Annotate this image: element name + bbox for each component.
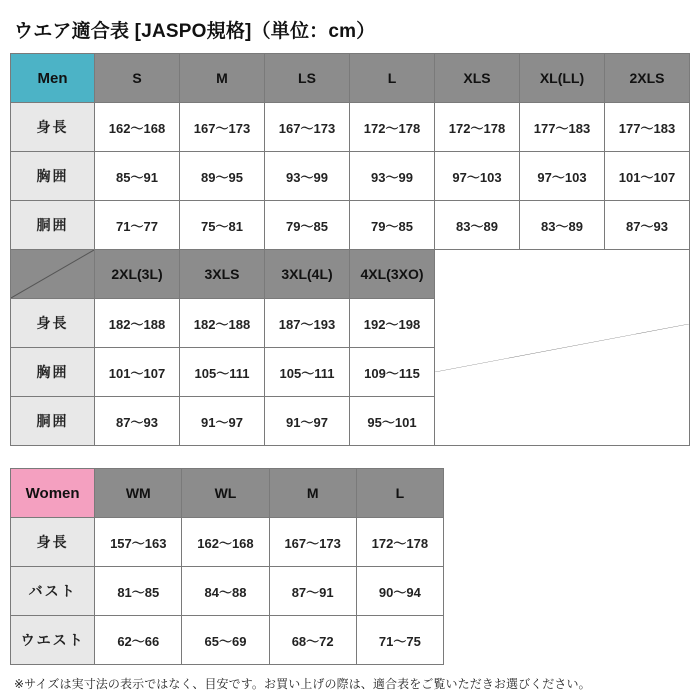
cell-chest-ls: 93〜99 (265, 152, 350, 201)
women-size-m: M (269, 469, 356, 518)
cell-height-3xls: 182〜188 (180, 299, 265, 348)
footnote: ※サイズは実寸法の表示ではなく、目安です。お買い上げの際は、適合表をご覧いただきお選びください。 (14, 677, 591, 691)
cell-waist-women-wm: 62〜66 (95, 616, 182, 665)
cell-chest-xls: 97〜103 (435, 152, 520, 201)
cell-height-s: 162〜168 (95, 103, 180, 152)
cell-waist-2xls: 87〜93 (605, 201, 690, 250)
women-size-wm: WM (95, 469, 182, 518)
row-label-women-height: 身長 (11, 518, 95, 567)
men-size-2xl3l: 2XL(3L) (95, 250, 180, 299)
cell-height-3xl4l: 187〜193 (265, 299, 350, 348)
table-row (11, 201, 690, 250)
men-size-xls: XLS (435, 54, 520, 103)
row-label-bust: バスト (11, 567, 95, 616)
table-row (11, 616, 444, 665)
cell-height-ls: 167〜173 (265, 103, 350, 152)
cell-bust-m: 87〜91 (269, 567, 356, 616)
cell-height-m: 167〜173 (180, 103, 265, 152)
table-row (11, 103, 690, 152)
cell-chest-3xls: 105〜111 (180, 348, 265, 397)
cell-women-height-wl: 162〜168 (182, 518, 269, 567)
men-header-row (11, 54, 690, 103)
women-size-table (10, 468, 444, 665)
cell-height-2xls: 177〜183 (605, 103, 690, 152)
cell-women-height-l: 172〜178 (356, 518, 443, 567)
men-size-xl: XL(LL) (520, 54, 605, 103)
table-row (11, 152, 690, 201)
row-label-waist: 胴囲 (11, 201, 95, 250)
cell-height-xl: 177〜183 (520, 103, 605, 152)
men-size-s: S (95, 54, 180, 103)
row-label-waist-women: ウエスト (11, 616, 95, 665)
women-label: Women (11, 469, 95, 518)
cell-waist-3xl4l: 91〜97 (265, 397, 350, 446)
cell-women-height-m: 167〜173 (269, 518, 356, 567)
men-size-2xls: 2XLS (605, 54, 690, 103)
women-size-wl: WL (182, 469, 269, 518)
cell-waist-s: 71〜77 (95, 201, 180, 250)
men-size-ls: LS (265, 54, 350, 103)
cell-chest-2xl3l: 101〜107 (95, 348, 180, 397)
diagonal-empty-area (435, 250, 690, 446)
cell-waist-4xl3xo: 95〜101 (350, 397, 435, 446)
cell-bust-wl: 84〜88 (182, 567, 269, 616)
cell-chest-3xl4l: 105〜111 (265, 348, 350, 397)
men-size-4xl3xo: 4XL(3XO) (350, 250, 435, 299)
cell-waist-women-m: 68〜72 (269, 616, 356, 665)
cell-waist-ls: 79〜85 (265, 201, 350, 250)
cell-waist-xl: 83〜89 (520, 201, 605, 250)
cell-bust-wm: 81〜85 (95, 567, 182, 616)
cell-height-2xl3l: 182〜188 (95, 299, 180, 348)
table-row (11, 518, 444, 567)
cell-waist-l: 79〜85 (350, 201, 435, 250)
row-label-height: 身長 (11, 103, 95, 152)
cell-waist-3xls: 91〜97 (180, 397, 265, 446)
cell-chest-m: 89〜95 (180, 152, 265, 201)
cell-bust-l: 90〜94 (356, 567, 443, 616)
cell-waist-xls: 83〜89 (435, 201, 520, 250)
cell-waist-women-l: 71〜75 (356, 616, 443, 665)
men-size-m: M (180, 54, 265, 103)
cell-chest-s: 85〜91 (95, 152, 180, 201)
cell-height-4xl3xo: 192〜198 (350, 299, 435, 348)
table-row (11, 567, 444, 616)
men-size-3xl4l: 3XL(4L) (265, 250, 350, 299)
row-label-chest: 胸囲 (11, 152, 95, 201)
men-label: Men (11, 54, 95, 103)
cell-chest-l: 93〜99 (350, 152, 435, 201)
blank-corner-cell (11, 250, 95, 299)
women-header-row (11, 469, 444, 518)
cell-chest-4xl3xo: 109〜115 (350, 348, 435, 397)
cell-waist-m: 75〜81 (180, 201, 265, 250)
men-header-row-2 (11, 250, 690, 299)
cell-chest-xl: 97〜103 (520, 152, 605, 201)
men-size-3xls: 3XLS (180, 250, 265, 299)
row-label-height-2: 身長 (11, 299, 95, 348)
cell-waist-2xl3l: 87〜93 (95, 397, 180, 446)
women-size-l: L (356, 469, 443, 518)
cell-height-xls: 172〜178 (435, 103, 520, 152)
men-size-table (10, 53, 690, 446)
men-size-l: L (350, 54, 435, 103)
row-label-waist-2: 胴囲 (11, 397, 95, 446)
cell-waist-women-wl: 65〜69 (182, 616, 269, 665)
row-label-chest-2: 胸囲 (11, 348, 95, 397)
page-title: ウエア適合表 [JASPO規格]（単位：cm） (14, 21, 376, 42)
cell-women-height-wm: 157〜163 (95, 518, 182, 567)
cell-chest-2xls: 101〜107 (605, 152, 690, 201)
cell-height-l: 172〜178 (350, 103, 435, 152)
